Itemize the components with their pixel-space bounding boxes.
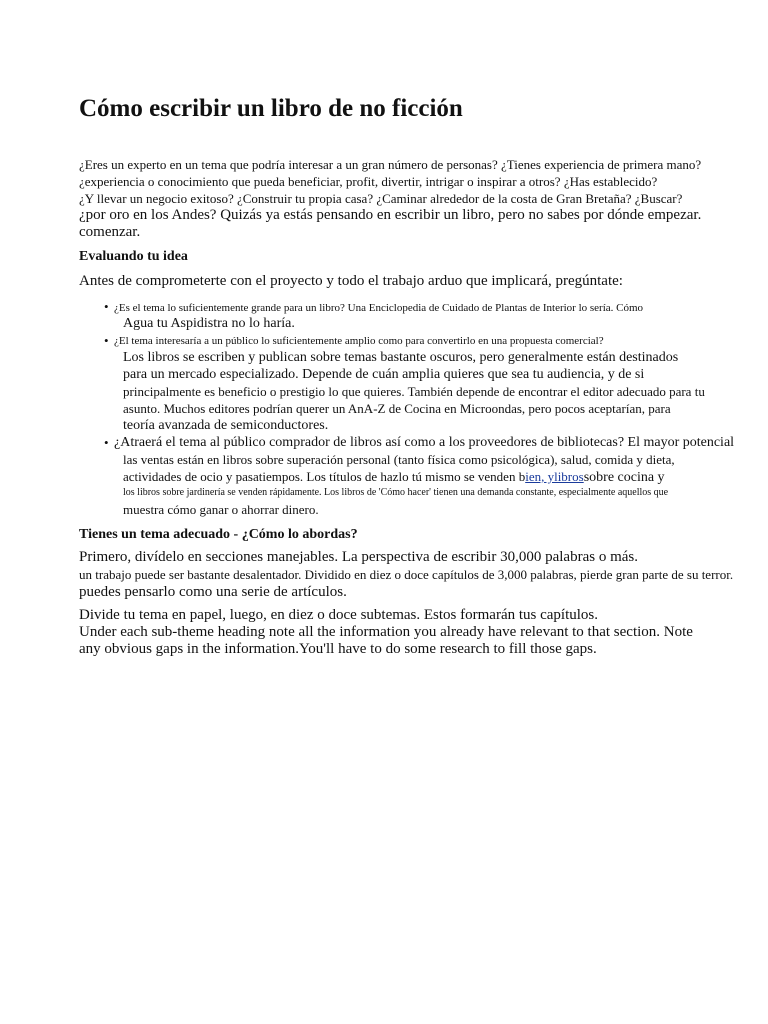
list-item-text: sobre cocina y bbox=[583, 470, 665, 485]
list-item-continuation bbox=[123, 349, 705, 434]
list-item bbox=[114, 334, 604, 348]
intro-line: ¿Eres un experto en un tema que podría interesar a un gran número de personas? ¿Tienes experiencia de primera mano? bbox=[79, 157, 702, 172]
intro-line: comenzar. bbox=[79, 224, 141, 240]
bullet-marker: • bbox=[104, 435, 109, 450]
bullet-marker: • bbox=[104, 299, 109, 314]
section-heading-evaluating: Evaluando tu idea bbox=[79, 249, 188, 264]
paragraph-line: un trabajo puede ser bastante desalentador. Dividido en diez o doce capítulos de 3,000 palabras, pierde gran parte de su terror. bbox=[79, 567, 734, 582]
paragraph-line: Primero, divídelo en secciones manejables. La perspectiva de escribir 30,000 palabras o más. bbox=[79, 549, 638, 565]
list-item-continuation bbox=[123, 315, 295, 332]
list-item-line: para un mercado especializado. Depende de cuán amplia quieres que sea tu audiencia, y de si bbox=[123, 367, 645, 382]
section-lead: Antes de comprometerte con el proyecto y todo el trabajo arduo que implicará, pregúntate: bbox=[79, 273, 623, 289]
list-item-text: actividades de ocio y pasatiempos. Los títulos de hazlo tú mismo se venden b bbox=[123, 469, 526, 484]
list-item bbox=[114, 301, 643, 315]
section-heading-approach: Tienes un tema adecuado - ¿Cómo lo abordas? bbox=[79, 527, 358, 542]
list-item-line: teoría avanzada de semiconductores. bbox=[123, 418, 329, 433]
intro-line: ¿experiencia o conocimiento que pueda beneficiar, profit, divertir, intrigar o inspirar a otros? ¿Has establecido? bbox=[79, 174, 658, 189]
list-item bbox=[114, 434, 734, 451]
list-item-line: Agua tu Aspidistra no lo haría. bbox=[123, 316, 295, 331]
list-item-line: los libros sobre jardinería se venden rápidamente. Los libros de 'Cómo hacer' tienen una demanda constante, especialmente aquellos que bbox=[123, 487, 669, 498]
inline-link[interactable]: ien, ylibros bbox=[525, 469, 584, 484]
intro-paragraph bbox=[79, 156, 701, 241]
paragraph-line: Under each sub-theme heading note all the information you already have relevant to that section. Note bbox=[79, 624, 693, 640]
paragraph-line: puedes pensarlo como una serie de artículos. bbox=[79, 584, 347, 600]
paragraph bbox=[79, 607, 693, 658]
list-item-line: ¿El tema interesaría a un público lo suficientemente amplio como para convertirlo en una propuesta comercial? bbox=[114, 335, 604, 347]
paragraph-line: any obvious gaps in the information.You'll have to do some research to fill those gaps. bbox=[79, 641, 597, 657]
list-item-line: Los libros se escriben y publican sobre temas bastante oscuros, pero generalmente están destinados bbox=[123, 350, 679, 365]
paragraph bbox=[79, 548, 733, 602]
list-item-line: ¿Es el tema lo suficientemente grande para un libro? Una Enciclopedia de Cuidado de Plantas de Interior lo sería. Cómo bbox=[114, 302, 644, 314]
list-item-line: principalmente es beneficio o prestigio lo que quieres. También depende de encontrar el editor adecuado para tu bbox=[123, 384, 705, 399]
list-item-line: las ventas están en libros sobre superación personal (tanto física como psicológica), salud, comida y dieta, bbox=[123, 452, 675, 467]
bullet-marker: • bbox=[104, 333, 109, 348]
list-item-line bbox=[123, 468, 675, 486]
list-item-line: asunto. Muchos editores podrían querer un AnA-Z de Cocina en Microondas, pero pocos aceptarían, para bbox=[123, 401, 671, 416]
list-item-continuation bbox=[123, 451, 675, 520]
list-item-line: muestra cómo ganar o ahorrar dinero. bbox=[123, 502, 319, 517]
intro-line: ¿Y llevar un negocio exitoso? ¿Construir tu propia casa? ¿Caminar alrededor de la costa de Gran Bretaña? ¿Buscar? bbox=[79, 191, 683, 206]
page-title: Cómo escribir un libro de no ficción bbox=[79, 95, 463, 122]
paragraph-line: Divide tu tema en papel, luego, en diez o doce subtemas. Estos formarán tus capítulos. bbox=[79, 607, 599, 623]
list-item-line: ¿Atraerá el tema al público comprador de libros así como a los proveedores de bibliotecas? El mayor potencial bbox=[114, 435, 735, 450]
intro-line: ¿por oro en los Andes? Quizás ya estás pensando en escribir un libro, pero no sabes por dónde empezar. bbox=[79, 207, 702, 223]
